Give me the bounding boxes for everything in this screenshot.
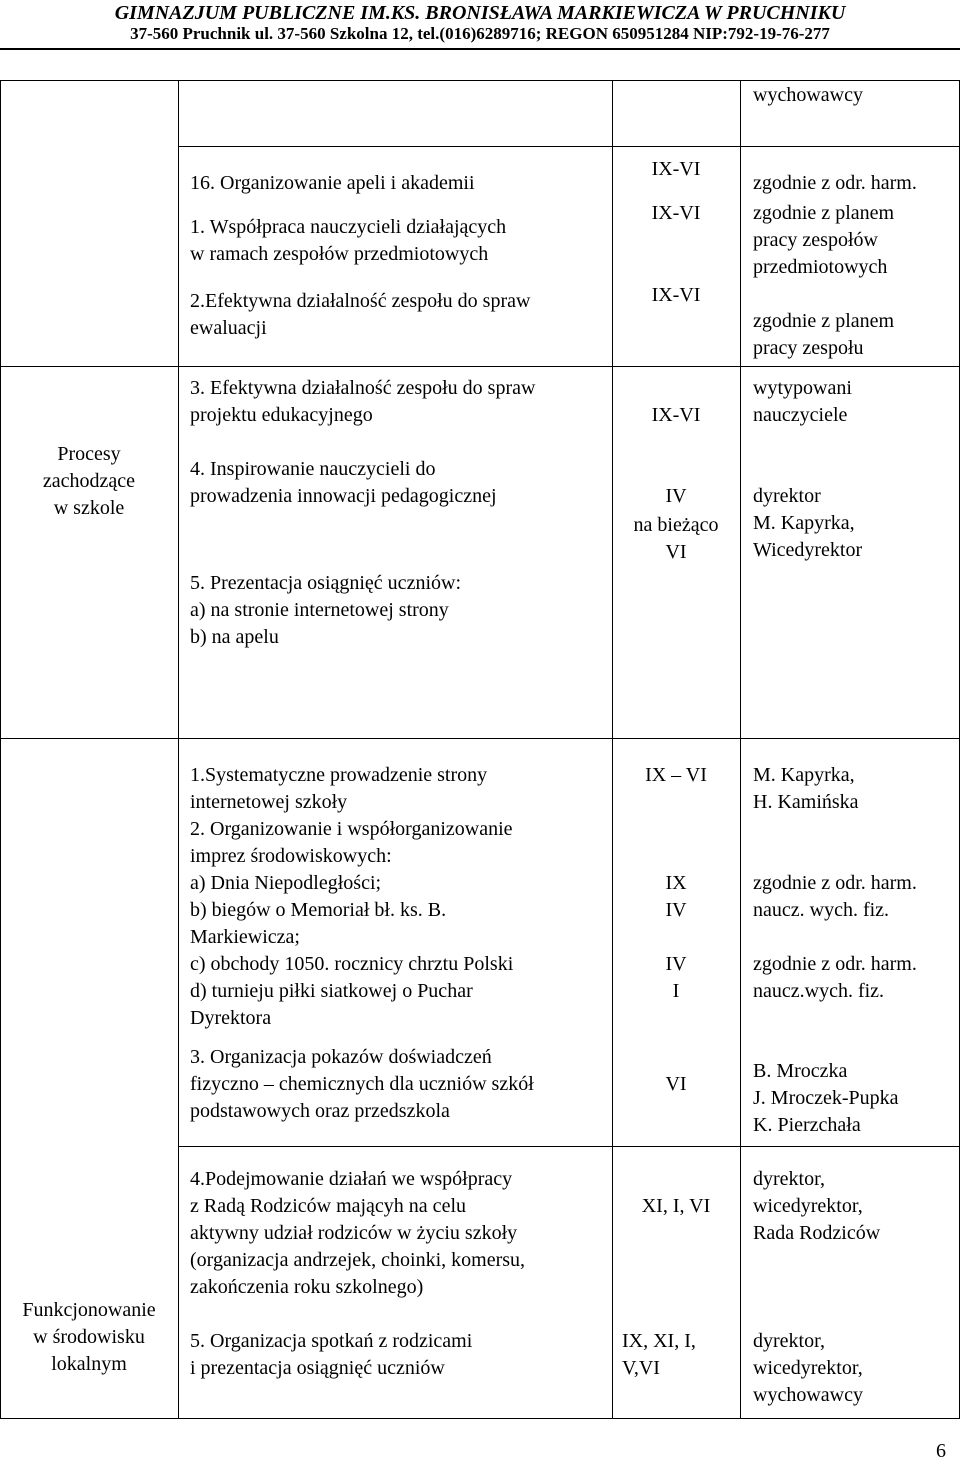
resp-2: zgodnie z planem pracy zespołu xyxy=(753,310,895,359)
term2-2a: IX xyxy=(665,872,687,894)
term-5a: na bieżąco xyxy=(633,514,719,536)
cell-top-right: wychowawcy xyxy=(753,84,863,106)
task2-3: 3. Organizacja pokazów doświadczeń fizyczno – chemicznych dla uczniów szkół podstawowych oraz przedszkola xyxy=(190,1046,534,1122)
table2-bottom-border xyxy=(0,1418,960,1419)
category-funkcjonowanie: Funkcjonowanie w środowisku lokalnym xyxy=(22,1299,156,1375)
table2-col-divider xyxy=(740,738,741,1419)
task-16: 16. Organizowanie apeli i akademii xyxy=(190,172,475,194)
table1-col-divider xyxy=(740,80,741,739)
resp-16: zgodnie z odr. harm. xyxy=(753,172,917,194)
term2-5: IX, XI, I, V,VI xyxy=(622,1330,696,1379)
table2-top-border xyxy=(0,738,960,739)
resp2-4: dyrektor, wicedyrektor, Rada Rodziców xyxy=(753,1168,881,1244)
term-4: IV xyxy=(665,485,687,507)
term2-3: VI xyxy=(665,1073,687,1095)
school-name: GIMNAZJUM PUBLICZNE IM.KS. BRONISŁAWA MARKIEWICZA W PRUCHNIKU xyxy=(114,2,846,24)
task2-2: 2. Organizowanie i współorganizowanie imprez środowiskowych: a) Dnia Niepodległości; b) biegów o Memoriał bł. ks. B. Markiewicza; c) obchody 1050. rocznicy chrztu Polski d) turnieju piłki siatkowej o Puchar Dyrektora xyxy=(190,818,514,1029)
header-divider xyxy=(0,48,960,50)
resp-4: dyrektor xyxy=(753,485,821,507)
resp-5: M. Kapyrka, Wicedyrektor xyxy=(753,512,863,561)
resp-3: wytypowani nauczyciele xyxy=(753,377,852,426)
term-2: IX-VI xyxy=(651,284,701,306)
resp-1: zgodnie z planem pracy zespołów przedmiotowych xyxy=(753,202,895,278)
task2-1: 1.Systematyczne prowadzenie strony internetowej szkoły xyxy=(190,764,488,813)
task-1: 1. Współpraca nauczycieli działających w ramach zespołów przedmiotowych xyxy=(190,216,507,265)
task2-5: 5. Organizacja spotkań z rodzicami i prezentacja osiągnięć uczniów xyxy=(190,1330,473,1379)
term-16: IX-VI xyxy=(651,158,701,180)
task-3: 3. Efektywna działalność zespołu do spraw projektu edukacyjnego xyxy=(190,377,536,426)
resp2-1: M. Kapyrka, H. Kamińska xyxy=(753,764,859,813)
resp2-2c: zgodnie z odr. harm. naucz.wych. fiz. xyxy=(753,953,917,1002)
table1-col-divider xyxy=(178,80,179,739)
table1-top-border xyxy=(0,80,960,81)
task2-4: 4.Podejmowanie działań we współpracy z Radą Rodziców mającyh na celu aktywny udział rodziców w życiu szkoły (organizacja andrzejek, choinki, komersu, zakończenia roku szkolnego) xyxy=(190,1168,526,1298)
term2-1: IX – VI xyxy=(645,764,707,786)
page-number: 6 xyxy=(936,1440,946,1462)
resp2-3: B. Mroczka J. Mroczek-Pupka K. Pierzchała xyxy=(753,1060,899,1136)
task-2: 2.Efektywna działalność zespołu do spraw ewaluacji xyxy=(190,290,531,339)
school-address: 37-560 Pruchnik ul. 37-560 Szkolna 12, tel.(016)6289716; REGON 650951284 NIP:792-19-76-277 xyxy=(130,24,830,43)
term2-2b: IV xyxy=(665,899,687,921)
term2-4: XI, I, VI xyxy=(641,1195,711,1217)
term-3: IX-VI xyxy=(651,404,701,426)
table1-row-divider xyxy=(178,146,960,147)
resp2-5: dyrektor, wicedyrektor, wychowawcy xyxy=(753,1330,863,1406)
task-5: 5. Prezentacja osiągnięć uczniów: a) na stronie internetowej strony b) na apelu xyxy=(190,572,461,648)
table2-col-divider xyxy=(178,738,179,1419)
table2-row-divider xyxy=(178,1146,960,1147)
task-4: 4. Inspirowanie nauczycieli do prowadzenia innowacji pedagogicznej xyxy=(190,458,497,507)
term2-2d: I xyxy=(672,980,680,1002)
term-5b: VI xyxy=(665,541,687,563)
term-1: IX-VI xyxy=(651,202,701,224)
resp2-2a: zgodnie z odr. harm. naucz. wych. fiz. xyxy=(753,872,917,921)
term2-2c: IV xyxy=(665,953,687,975)
table1-left-border xyxy=(0,80,1,739)
table1-row-divider xyxy=(0,366,960,367)
category-procesy: Procesy zachodzące w szkole xyxy=(42,443,136,519)
